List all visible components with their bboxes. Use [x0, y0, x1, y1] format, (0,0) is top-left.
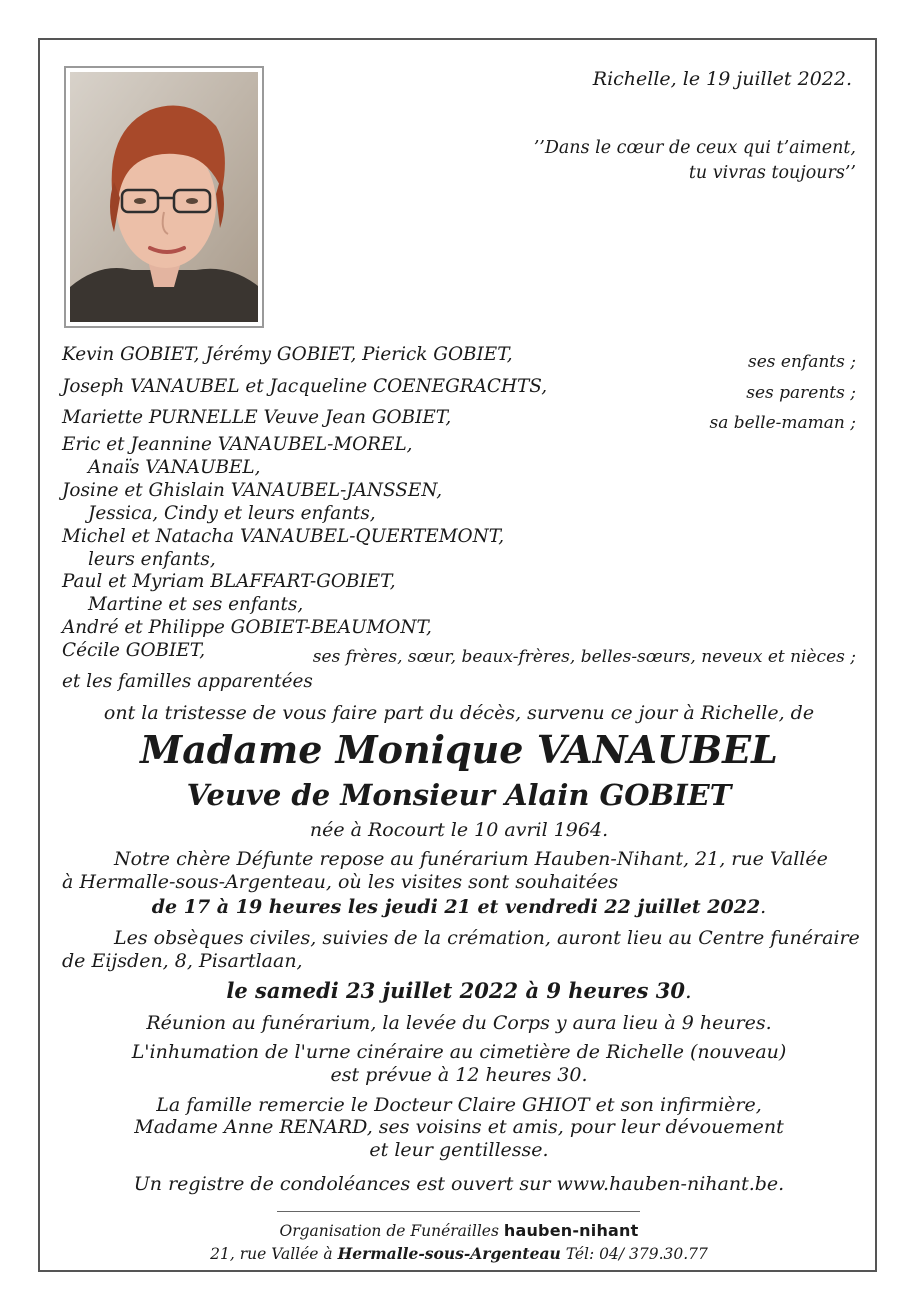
family-line: Joseph VANAUBEL et Jacqueline COENEGRACHTS, — [62, 376, 548, 397]
funeral-home-logo: hauben-nihant — [503, 1221, 639, 1240]
family-line: Martine et ses enfants, — [88, 594, 304, 615]
portrait-photo — [64, 66, 264, 328]
quote-line-1: ’’Dans le cœur de ceux qui t’aiment, — [533, 138, 856, 158]
birth-line: née à Rocourt le 10 avril 1964. — [309, 819, 609, 841]
family-line: Anaïs VANAUBEL, — [88, 457, 261, 478]
registry-line: Un registre de condoléances est ouvert sur www.hauben-nihant.be. — [133, 1173, 785, 1195]
inhumation-line-2: est prévue à 12 heures 30. — [330, 1064, 588, 1086]
announcement-intro: ont la tristesse de vous faire part du décès, survenu ce jour à Richelle, de — [103, 702, 815, 724]
family-line: André et Philippe GOBIET-BEAUMONT, — [62, 617, 432, 638]
quote-line-2: tu vivras toujours’’ — [688, 163, 856, 183]
family-line: Kevin GOBIET, Jérémy GOBIET, Pierick GOBIET, — [62, 344, 513, 365]
footer-address — [0, 1244, 918, 1263]
family-role: sa belle-maman ; — [709, 413, 856, 433]
reunion-line: Réunion au funérarium, la levée du Corps y aura lieu à 9 heures. — [146, 1012, 772, 1034]
org-prefix: Organisation de Funérailles — [279, 1222, 499, 1240]
family-line: et les familles apparentées — [62, 671, 313, 692]
thanks-line-2: Madame Anne RENARD, ses voisins et amis, pour leur dévouement — [134, 1116, 784, 1138]
family-line: Josine et Ghislain VANAUBEL-JANSSEN, — [62, 480, 443, 501]
family-role: ses parents ; — [746, 383, 856, 403]
addr-prefix: 21, rue Vallée à — [210, 1245, 333, 1263]
family-line: leurs enfants, — [88, 549, 216, 570]
footer-organisation — [0, 1221, 918, 1240]
ceremony-date — [0, 978, 918, 1003]
family-line: Paul et Myriam BLAFFART-GOBIET, — [62, 571, 396, 592]
thanks-line-3: et leur gentillesse. — [369, 1139, 549, 1161]
family-line: Mariette PURNELLE Veuve Jean GOBIET, — [62, 407, 452, 428]
obseques-line-2: de Eijsden, 8, Pisartlaan, — [62, 950, 303, 972]
family-line: Michel et Natacha VANAUBEL-QUERTEMONT, — [62, 526, 505, 547]
deceased-name: Madame Monique VANAUBEL — [140, 727, 778, 772]
footer-separator — [277, 1211, 640, 1212]
addr-phone: Tél: 04/ 379.30.77 — [565, 1245, 708, 1263]
epitaph-quote — [496, 136, 856, 186]
visits-end: . — [760, 896, 767, 918]
visits-line — [0, 896, 918, 918]
widow-line: Veuve de Monsieur Alain GOBIET — [186, 778, 732, 812]
dateline: Richelle, le 19 juillet 2022. — [592, 68, 852, 90]
portrait-illustration — [70, 72, 258, 322]
ceremony-date-end: . — [684, 979, 692, 1003]
repose-line-2: à Hermalle-sous-Argenteau, où les visites sont souhaitées — [62, 871, 619, 893]
ceremony-date-bold: le samedi 23 juillet 2022 à 9 heures 30 — [226, 978, 685, 1003]
visits-bold: de 17 à 19 heures les jeudi 21 et vendredi 22 juillet 2022 — [151, 896, 761, 918]
obseques-line-1: Les obsèques civiles, suivies de la crémation, auront lieu au Centre funéraire — [114, 927, 860, 949]
family-line: Jessica, Cindy et leurs enfants, — [88, 503, 376, 524]
family-line: Cécile GOBIET, — [62, 640, 206, 661]
family-line: Eric et Jeannine VANAUBEL-MOREL, — [62, 434, 413, 455]
portrait-image — [70, 72, 258, 322]
inhumation-line-1: L'inhumation de l'urne cinéraire au cimetière de Richelle (nouveau) — [131, 1041, 787, 1063]
thanks-line-1: La famille remercie le Docteur Claire GHIOT et son infirmière, — [156, 1094, 762, 1116]
addr-town: Hermalle-sous-Argenteau — [337, 1244, 561, 1263]
family-role: ses frères, sœur, beaux-frères, belles-sœurs, neveux et nièces ; — [312, 647, 856, 667]
family-role: ses enfants ; — [748, 352, 856, 372]
repose-line-1: Notre chère Défunte repose au funérarium Hauben-Nihant, 21, rue Vallée — [114, 848, 828, 870]
